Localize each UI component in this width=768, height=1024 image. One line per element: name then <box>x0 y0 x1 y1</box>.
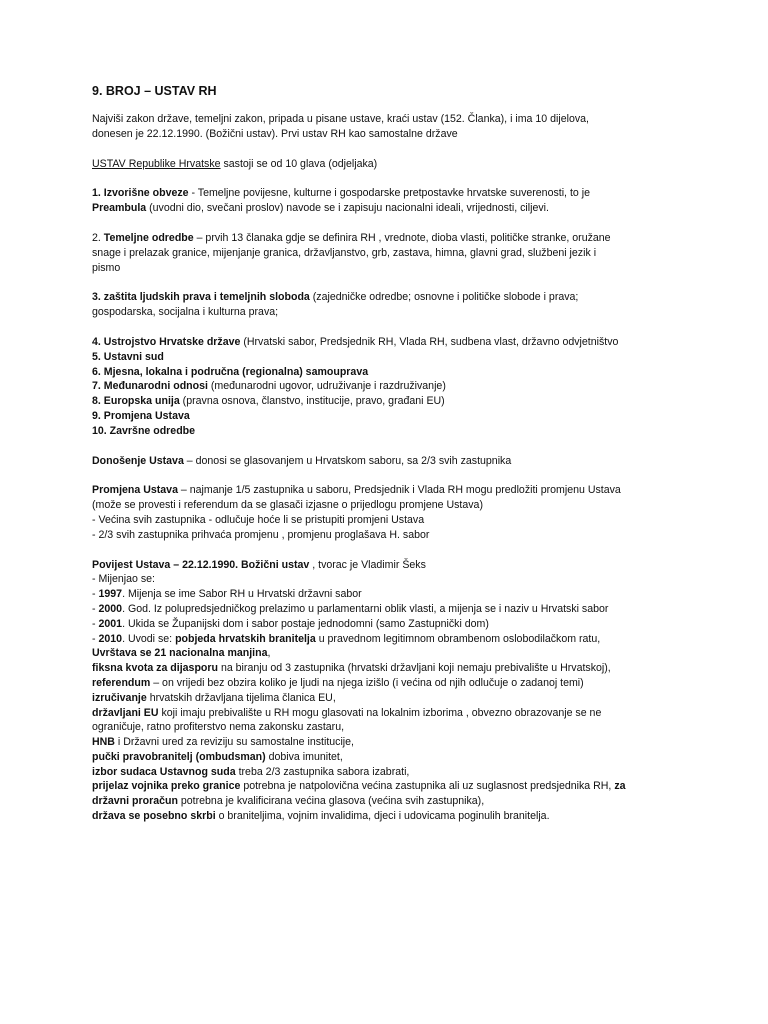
structure-text: sastoji se od 10 glava (odjeljaka) <box>220 157 378 170</box>
section-line <box>92 706 712 721</box>
text-run: , tvorac je Vladimir Šeks <box>309 558 426 571</box>
document-page <box>92 84 712 839</box>
text-run: (pravna osnova, članstvo, institucije, pravo, građani EU) <box>179 395 445 408</box>
bold-text: Temeljne odredbe <box>103 231 194 244</box>
bold-text: za <box>614 780 626 793</box>
section-line <box>92 572 712 587</box>
text-run: (može se provesti i referendum da se glasači izjasne o prijedlogu promjene Ustava) <box>92 499 483 512</box>
text-run: . Uvodi se: <box>122 632 176 645</box>
text-run: gospodarska, socijalna i kulturna prava; <box>92 306 279 319</box>
section-line <box>92 587 712 602</box>
text-run: 2. <box>92 231 104 244</box>
bold-text: referendum <box>92 676 151 689</box>
bold-text: fiksna kvota za dijasporu <box>92 662 218 675</box>
bold-text: Uvrštava se 21 nacionalna manjina <box>92 647 268 660</box>
text-run: hrvatskih državljana tijelima članica EU, <box>146 691 336 704</box>
section-line <box>92 691 712 706</box>
text-run: ograničuje, ratno profiterstvo nema zakonsku zastaru, <box>92 721 345 734</box>
text-run: – donosi se glasovanjem u Hrvatskom saboru, sa 2/3 svih zastupnika <box>183 454 512 467</box>
text-run: na biranju od 3 zastupnika (hrvatski državljani koji nemaju prebivalište u Hrvatskoj), <box>218 662 611 675</box>
text-run: snage i prelazak granice, mijenjanje granica, državljanstvo, grb, zastava, himna, glavni grad, službeni jezik i <box>92 246 597 259</box>
text-run: - <box>92 602 99 615</box>
bold-text: 2001 <box>98 617 123 630</box>
section-paragraph <box>92 335 712 439</box>
bold-text: Donošenje Ustava <box>92 454 184 467</box>
section-line <box>92 379 712 394</box>
structure-line <box>92 157 712 172</box>
section-paragraph <box>92 231 712 275</box>
section-paragraph <box>92 558 712 824</box>
text-run: - <box>92 617 99 630</box>
bold-text: izbor sudaca Ustavnog suda <box>92 765 236 778</box>
bold-text: Promjena Ustava <box>92 484 178 497</box>
section-line <box>92 305 712 320</box>
bold-text: izručivanje <box>92 691 147 704</box>
text-run: (Hrvatski sabor, Predsjednik RH, Vlada RH, sudbena vlast, državno odvjetništvo <box>240 335 619 348</box>
section-line <box>92 750 712 765</box>
document-title: 9. BROJ – USTAV RH <box>92 84 217 98</box>
intro-line: donesen je 22.12.1990. (Božični ustav). Prvi ustav RH kao samostalne države <box>92 127 458 140</box>
section-line <box>92 765 712 780</box>
bold-text: prijelaz vojnika preko granice <box>92 780 241 793</box>
bold-text: 4. Ustrojstvo Hrvatske države <box>92 335 241 348</box>
text-run: dobiva imunitet, <box>265 750 343 763</box>
section-paragraph <box>92 186 712 216</box>
section-line <box>92 231 712 246</box>
section-line <box>92 483 712 498</box>
section-line <box>92 261 712 276</box>
bold-text: 5. Ustavni sud <box>92 350 164 363</box>
bold-text: 1. Izvorišne obveze <box>92 187 189 200</box>
text-run: treba 2/3 zastupnika sabora izabrati, <box>235 765 410 778</box>
bold-text: 3. zaštita ljudskih prava i temeljnih sloboda <box>92 291 310 304</box>
bold-text: 1997 <box>98 588 123 601</box>
section-line <box>92 632 712 647</box>
bold-text: 2000 <box>98 602 123 615</box>
bold-text: 2010 <box>98 632 123 645</box>
section-paragraph <box>92 454 712 469</box>
section-line <box>92 513 712 528</box>
section-line <box>92 676 712 691</box>
section-line <box>92 646 712 661</box>
section-line <box>92 602 712 617</box>
intro-paragraph <box>92 112 712 142</box>
section-line <box>92 735 712 750</box>
section-paragraph <box>92 483 712 542</box>
bold-text: pučki pravobranitelj (ombudsman) <box>92 750 266 763</box>
bold-text: državljani EU <box>92 706 159 719</box>
section-line <box>92 335 712 350</box>
section-line <box>92 365 712 380</box>
structure-heading: USTAV Republike Hrvatske <box>92 157 221 170</box>
text-run: – najmanje 1/5 zastupnika u saboru, Predsjednik i Vlada RH mogu predložiti promjenu Ustava <box>177 484 621 497</box>
text-run: – on vrijedi bez obzira koliko je ljudi na njega izišlo (i većina od njih odlučuje o zadanoj temi) <box>150 676 584 689</box>
section-line <box>92 246 712 261</box>
bold-text: pobjeda hrvatskih branitelja <box>175 632 316 645</box>
section-line <box>92 201 712 216</box>
text-run: . God. Iz polupredsjedničkog prelazimo u parlamentarni oblik vlasti, a mijenja se i naziv u Hrvatski sabor <box>122 602 609 615</box>
section-line <box>92 394 712 409</box>
section-line <box>92 794 712 809</box>
section-line <box>92 424 712 439</box>
intro-line: Najviši zakon države, temeljni zakon, pripada u pisane ustave, kraći ustav (152. Članka), i ima 10 dijelova, <box>92 113 589 125</box>
text-run: . Mijenja se ime Sabor RH u Hrvatski državni sabor <box>122 588 362 601</box>
text-run: - Mijenjao se: <box>92 573 155 586</box>
text-run: (uvodni dio, svečani proslov) navode se i zapisuju nacionalni ideali, vrijednosti, ciljevi. <box>146 202 549 215</box>
text-run: o braniteljima, vojnim invalidima, djeci i udovicama poginulih branitelja. <box>215 810 550 823</box>
section-paragraph <box>92 290 712 320</box>
bold-text: Povijest Ustava – 22.12.1990. Božični ustav <box>92 558 310 571</box>
bold-text: Preambula <box>92 202 147 215</box>
section-line <box>92 661 712 676</box>
text-run: pismo <box>92 261 121 274</box>
sections-container <box>92 186 712 823</box>
bold-text: 9. Promjena Ustava <box>92 409 190 422</box>
text-run: - Većina svih zastupnika - odlučuje hoće li se pristupiti promjeni Ustava <box>92 513 425 526</box>
bold-text: 7. Međunarodni odnosi <box>92 380 208 393</box>
section-line <box>92 290 712 305</box>
text-run: (međunarodni ugovor, udruživanje i razdruživanje) <box>207 380 446 393</box>
text-run: . Ukida se Županijski dom i sabor postaje jednodomni (samo Zastupnički dom) <box>122 617 489 630</box>
text-run: - 2/3 svih zastupnika prihvaća promjenu , promjenu proglašava H. sabor <box>92 528 430 541</box>
text-run: potrebna je natpolovična većina zastupnika ali uz suglasnost predsjednika RH, <box>240 780 615 793</box>
text-run: – prvih 13 članaka gdje se definira RH , vrednote, dioba vlasti, političke stranke, oružane <box>193 231 611 244</box>
bold-text: država se posebno skrbi <box>92 810 216 823</box>
text-run: potrebna je kvalificirana većina glasova (većina svih zastupnika), <box>177 795 485 808</box>
bold-text: 6. Mjesna, lokalna i područna (regionalna) samouprava <box>92 365 369 378</box>
text-run: i Državni ured za reviziju su samostalne institucije, <box>114 736 354 749</box>
section-line <box>92 720 712 735</box>
text-run: - Temeljne povijesne, kulturne i gospodarske pretpostavke hrvatske suverenosti, to je <box>188 187 590 200</box>
text-run: - <box>92 588 99 601</box>
section-line <box>92 350 712 365</box>
bold-text: 8. Europska unija <box>92 395 180 408</box>
section-line <box>92 498 712 513</box>
bold-text: HNB <box>92 736 115 749</box>
text-run: u pravednom legitimnom obrambenom oslobodilačkom ratu, <box>315 632 601 645</box>
section-line <box>92 779 712 794</box>
text-run: - <box>92 632 99 645</box>
structure-paragraph <box>92 157 712 172</box>
section-line <box>92 454 712 469</box>
text-run: (zajedničke odredbe; osnovne i političke slobode i prava; <box>309 291 579 304</box>
text-run: koji imaju prebivalište u RH mogu glasovati na lokalnim izborima , obvezno obrazovanje se ne <box>158 706 602 719</box>
section-line <box>92 186 712 201</box>
section-line <box>92 558 712 573</box>
text-run: , <box>267 647 271 660</box>
bold-text: državni proračun <box>92 795 178 808</box>
bold-text: 10. Završne odredbe <box>92 424 196 437</box>
section-line <box>92 409 712 424</box>
section-line <box>92 528 712 543</box>
section-line <box>92 617 712 632</box>
section-line <box>92 809 712 824</box>
